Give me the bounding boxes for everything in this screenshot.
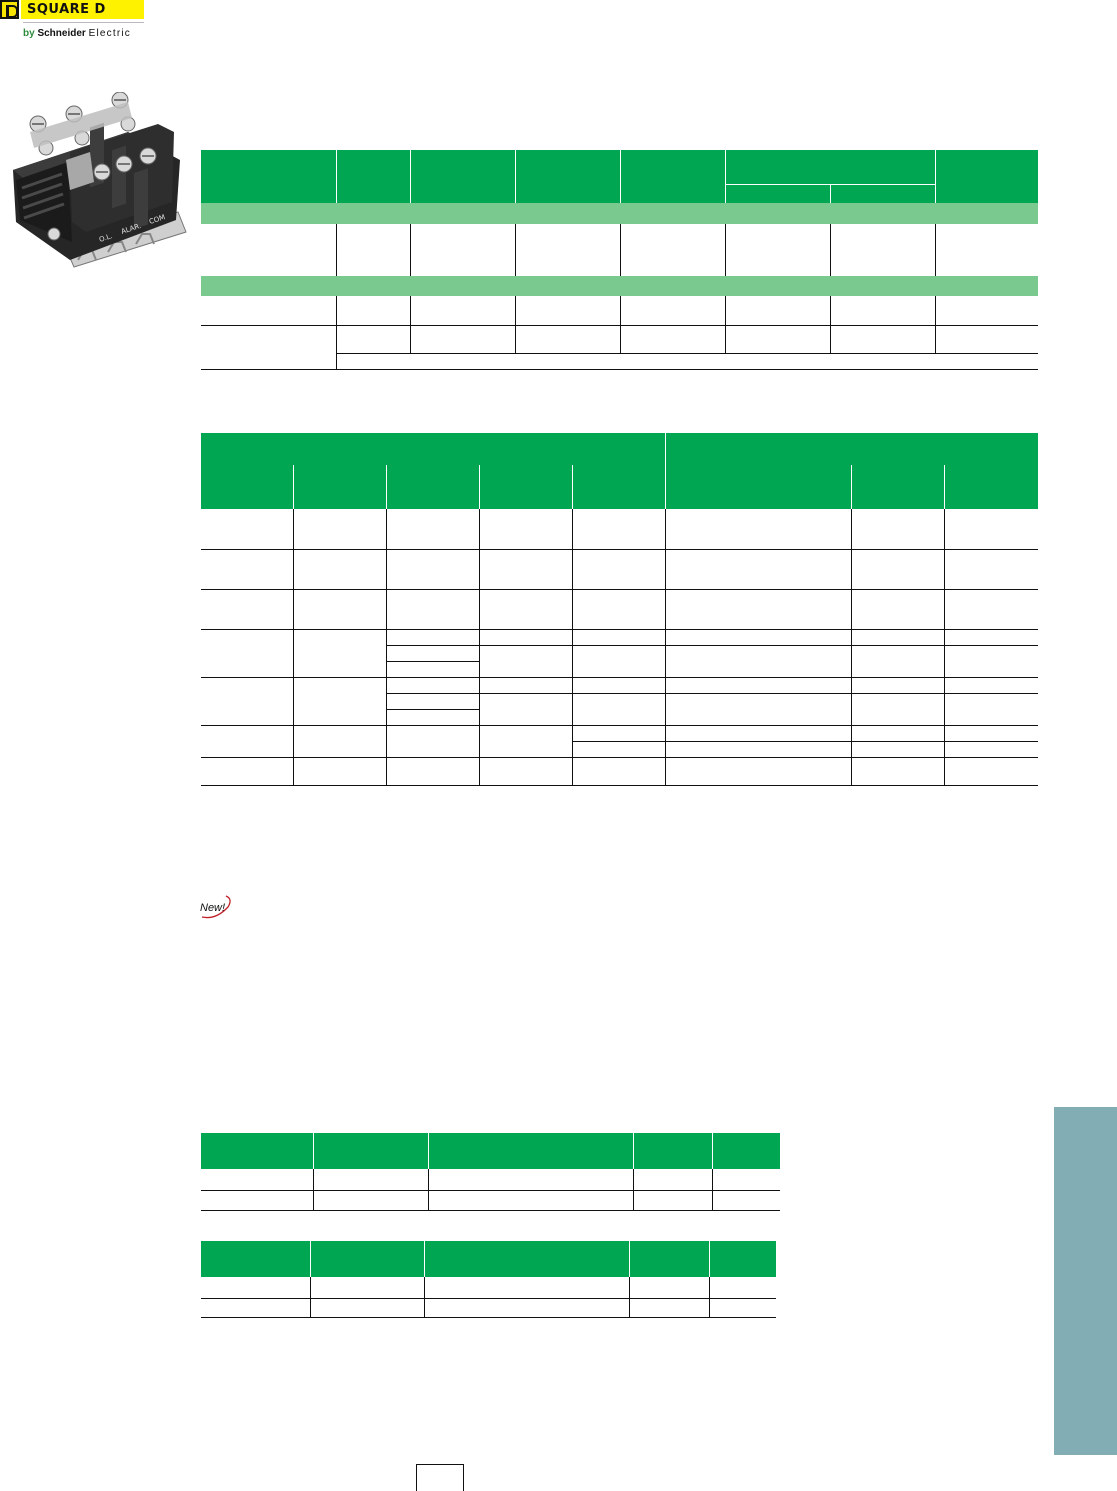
brand-by: by — [23, 28, 35, 39]
table-row — [201, 509, 1038, 549]
brand-tagline — [23, 28, 131, 40]
terminal-label-com: COM — [148, 213, 167, 226]
table-4-header — [201, 1241, 776, 1277]
brand-company-suffix: Electric — [88, 28, 131, 39]
table-row — [201, 589, 1038, 629]
brand-logo — [0, 0, 146, 42]
table-row — [201, 224, 1038, 276]
table-row — [201, 1190, 780, 1210]
new-badge-text: New! — [200, 902, 226, 914]
table-row — [201, 1169, 780, 1190]
table-row — [201, 677, 1038, 693]
table-row — [201, 1298, 776, 1317]
terminal-label-alar: ALAR. — [120, 221, 143, 236]
table-row — [201, 725, 1038, 741]
table-4 — [201, 1241, 776, 1318]
table-2-group-header — [201, 433, 1038, 465]
square-d-mark-icon — [0, 0, 19, 19]
brand-name: SQUARE D — [27, 2, 106, 17]
table-2 — [201, 433, 1038, 786]
brand-company: Schneider — [37, 28, 86, 39]
table-row — [201, 1277, 776, 1298]
table-1-header-row — [201, 150, 1038, 184]
table-1-band — [201, 276, 1038, 296]
table-3-header — [201, 1133, 780, 1169]
table-2-column-header — [201, 465, 1038, 509]
new-badge — [198, 893, 234, 921]
overload-relay-photo — [8, 92, 188, 282]
table-row — [201, 296, 1038, 325]
table-3 — [201, 1133, 780, 1211]
table-row — [201, 757, 1038, 785]
table-row — [201, 549, 1038, 589]
table-1-band — [201, 203, 1038, 224]
table-row — [201, 629, 1038, 645]
table-1 — [201, 150, 1038, 370]
table-row — [201, 325, 1038, 353]
section-side-tab — [1054, 1107, 1117, 1455]
terminal-label-ol: O.L. — [98, 232, 114, 244]
page-number-box — [416, 1464, 464, 1491]
